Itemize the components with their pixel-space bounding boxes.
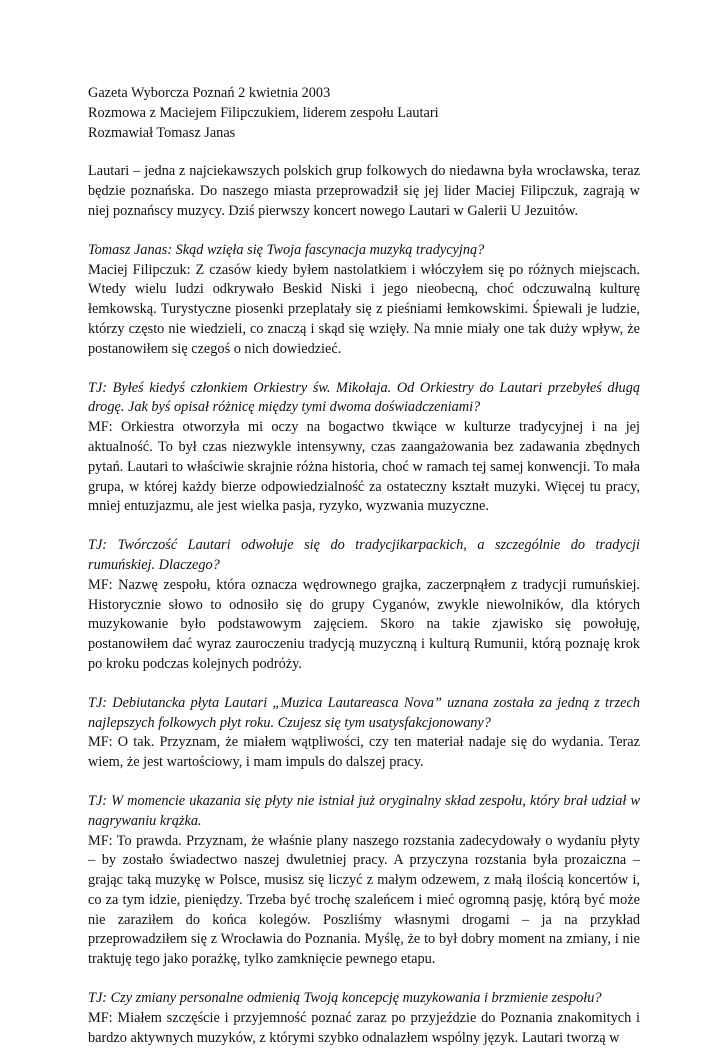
answer: Maciej Filipczuk: Z czasów kiedy byłem nastolatkiem i włóczyłem się po różnych miejscach. Wtedy wielu ludzi odkrywało Beskid Niski i jego nieobecną, choć odczuwalną kulturę łemkowską. Turystyczne piosenki przeplatały się z pieśniami łemkowskimi. Śpiewali je ludzie, którzy często nie wiedzieli, co znaczą i skąd się wzięły. Na mnie miały one tak duży wpływ, że postanowiłem się czegoś o nich dowiedzieć.	[88, 261, 640, 357]
answer: MF: O tak. Przyznam, że miałem wątpliwości, czy ten materiał nadaje się do wydania. Teraz wiem, że jest wartościowy, i mam impuls do dalszej pracy.	[88, 734, 640, 771]
answer: MF: Miałem szczęście i przyjemność poznać zaraz po przyjeździe do Poznania znakomitych i bardzo aktywnych muzyków, z którymi szybko odnalazłem wspólny język. Lautari tworzą w	[88, 1009, 640, 1046]
qa-block	[88, 241, 640, 360]
question: TJ: Debiutancka płyta Lautari „Muzica Lautareasca Nova” uznana została za jedną z trzech najlepszych folkowych płyt roku. Czujesz się tym usatysfakcjonowany?	[88, 694, 640, 731]
qa-block	[88, 536, 640, 675]
question: TJ: Twórczość Lautari odwołuje się do tradycjikarpackich, a szczególnie do tradycji rumuńskiej. Dlaczego?	[88, 537, 640, 573]
question: TJ: Byłeś kiedyś członkiem Orkiestry św. Mikołaja. Od Orkiestry do Lautari przebyłeś długą drogę. Jak byś opisał różnicę między tymi dwoma doświadczeniami?	[88, 379, 640, 416]
answer: MF: Nazwę zespołu, która oznacza wędrownego grajka, zaczerpnąłem z tradycji rumuńskiej. Historycznie słowo to odnosiło się do grupy Cyganów, zwykle niewolników, dla których muzykowanie było podstawowym zajęciem. Skoro na takie zjawisko się powołuję, postanowiłem dać wyraz zauroczeniu tradycją muzyczną i kulturą Rumunii, którą poznaję krok po kroku podczas kolejnych podróży.	[88, 576, 640, 672]
answer: MF: To prawda. Przyznam, że właśnie plany naszego rozstania zadecydowały o wydaniu płyty – by zostało świadectwo naszej dwuletniej pracy. A przyczyna rozstania była prozaiczna – grając taką muzykę w Polsce, musisz się liczyć z małym odzewem, z małą ilością koncertów i, co za tym idzie, pieniędzy. Trzeba być trochę szaleńcem i mieć ogromną pasję, którą być może nie zaraziłem do końca kolegów. Poszliśmy własnymi drogami – ja na przykład przeprowadziłem się z Wrocławia do Poznania. Myślę, że to był dobry moment na zmiany, i nie traktuję tego jako porażkę, tylko zamknięcie pewnego etapu.	[88, 832, 640, 968]
qa-block	[88, 379, 640, 518]
intro-paragraph: Lautari – jedna z najciekawszych polskich grup folkowych do niedawna była wrocławska, teraz będzie poznańska. Do naszego miasta przeprowadził się jej lider Maciej Filipczuk, zagrają w niej poznańscy muzycy. Dziś pierwszy koncert nowego Lautari w Galerii U Jezuitów.	[88, 163, 640, 219]
qa-block	[88, 989, 640, 1048]
publication-line: Gazeta Wyborcza Poznań 2 kwietnia 2003	[88, 85, 331, 101]
interviewer-line: Rozmawiał Tomasz Janas	[88, 124, 236, 141]
answer: MF: Orkiestra otworzyła mi oczy na bogactwo tkwiące w kulturze tradycyjnej i na jej aktualność. To był czas niezwykle intensywny, czas zaangażowania bez zadawania zbędnych pytań. Lautari to właściwie skrajnie różna historia, choć w ramach tej samej konwencji. To mała grupa, w której każdy bierze odpowiedzialność za ostateczny kształt muzyki. Więcej tu pracy, mniej entuzjazmu, ale jest wielka pasja, ryzyko, wyzwania muzyczne.	[88, 419, 640, 515]
document-page	[88, 84, 640, 1048]
question: Tomasz Janas: Skąd wzięła się Twoja fascynacja muzyką tradycyjną?	[88, 241, 485, 258]
interview-subject-line: Rozmowa z Maciejem Filipczukiem, liderem zespołu Lautari	[88, 104, 439, 121]
question: TJ: Czy zmiany personalne odmienią Twoją koncepcję muzykowania i brzmienie zespołu?	[88, 990, 602, 1007]
article-header	[88, 84, 640, 143]
question: TJ: W momencie ukazania się płyty nie istniał już oryginalny skład zespołu, który brał udział w nagrywaniu krążka.	[88, 792, 640, 829]
qa-block	[88, 694, 640, 773]
qa-block	[88, 792, 640, 970]
